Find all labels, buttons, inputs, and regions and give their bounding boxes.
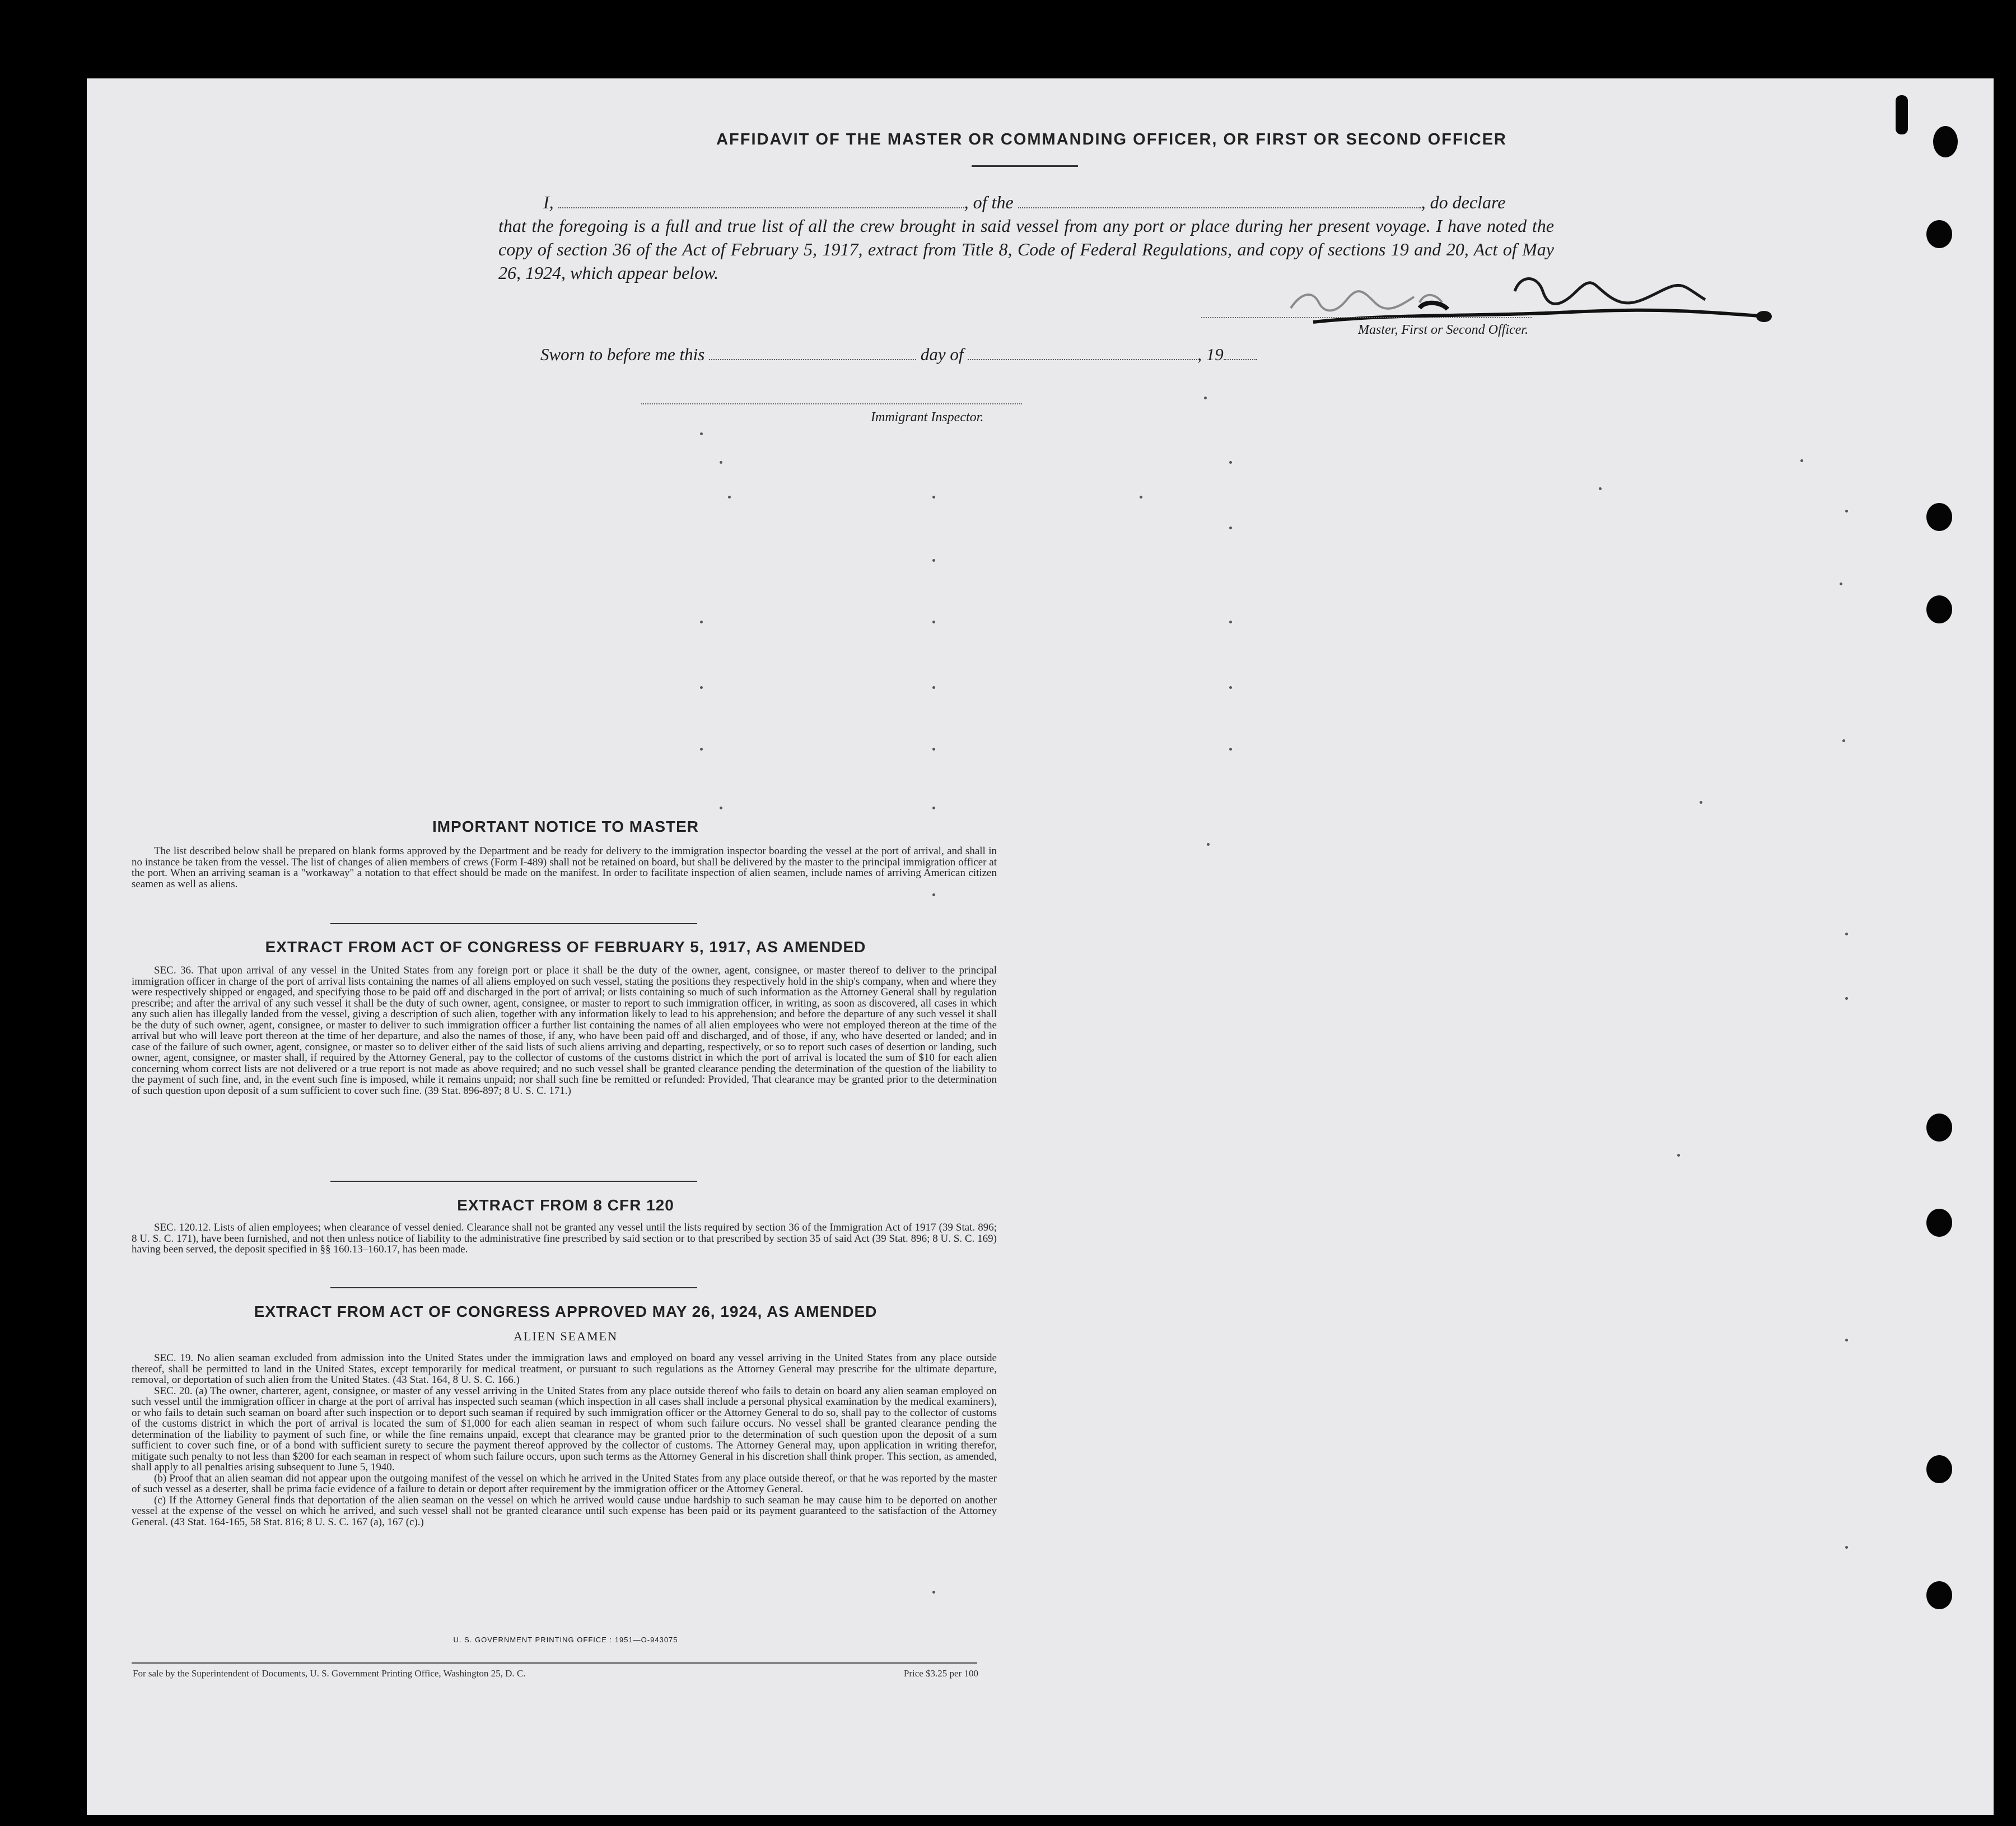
sec20b-text: (b) Proof that an alien seaman did not appear upon the outgoing manifest of the vessel on which he arrived in the United States from any place outside thereof, or that he was reported by the master of such vessel as a deserter, shall be prima facie evidence of a failure to detain or deport after requirement by the immigration officer or the Attorney General.: [132, 1472, 997, 1495]
name-blank[interactable]: [558, 207, 964, 208]
notice-text: The list described below shall be prepared on blank forms approved by the Department and be ready for delivery to the immigration inspector boarding the vessel at the port of arrival, and shall in no instance be taken from the vessel. The list of changes of alien members of crews (Form I-489) shall not be retained on board, but shall be delivered by the master to the principal immigration officer at the port. When an arriving seaman is a "workaway" a notation to that effect should be made on the manifest. In order to facilitate inspection of alien seamen, include names of arriving American citizen seamen as well as aliens.: [132, 845, 997, 890]
extract-cfr-text: SEC. 120.12. Lists of alien employees; when clearance of vessel denied. Clearance shall not be granted any vessel until the lists required by section 36 of the Immigration Act of 1917 (39 Stat. 896; 8 U. S. C. 171), have been furnished, and not then unless notice of liability to the administrative fine prescribed by said section or to that prescribed by section 35 of said Act (39 Stat. 896; 8 U. S. C. 169) having been served, the deposit specified in §§ 160.13–160.17, has been made.: [132, 1222, 997, 1255]
notice-title: IMPORTANT NOTICE TO MASTER: [432, 818, 699, 835]
punch-hole: [1933, 126, 1958, 157]
ink-dot: [700, 748, 703, 751]
punch-hole: [1926, 1114, 1952, 1142]
sec20a-text: SEC. 20. (a) The owner, charterer, agent, consignee, or master of any vessel arriving in the United States from any place outside thereof who fails to detain on board any alien seaman employed on such vessel until the immigration officer in charge at the port of arrival has inspected such seaman (which inspection in all cases shall include a personal physical examination by the medical examiners), or who fails to detain such seaman on board after such inspection or to deport such seaman if required by such immigration officer or the Attorney General to do so, shall pay to the collector of customs of the customs district in which the port of arrival is located the sum of $1,000 for each alien seaman in respect of whom such failure occurs. No vessel shall be granted clearance pending the determination of the liability to payment of such fine, or while the fine remains unpaid, except that clearance may be granted prior to the determination of such question upon the deposit of a sum sufficient to cover such fine, or of a bond with sufficient surety to secure the payment thereof approved by the collector of customs. The Attorney General may, upon application in writing therefor, mitigate such penalty to not less than $200 for each seaman in respect of whom such failure occurs, upon such terms as the Attorney General in his discretion shall think proper. This section, as amended, shall apply to all penalties arising subsequent to June 5, 1940.: [132, 1385, 997, 1473]
sec20c-text: (c) If the Attorney General finds that deportation of the alien seaman on the vessel on which he arrived would cause undue hardship to such seaman he may cause him to be deported on another vessel at the expense of the vessel on which he arrived, and such vessel shall not be granted clearance until such expense has been paid or its payment guaranteed to the satisfaction of the Attorney General. (43 Stat. 164-165, 58 Stat. 816; 8 U. S. C. 167 (a), 167 (c).): [132, 1494, 997, 1528]
ink-dot: [1845, 933, 1848, 935]
footer: [133, 1668, 978, 1679]
ink-dot: [1229, 461, 1232, 464]
alien-seamen-subtitle: ALIEN SEAMEN: [514, 1329, 618, 1343]
day-of-label: day of: [920, 344, 964, 364]
sworn-line: [540, 344, 1257, 365]
extract-1917-text: SEC. 36. That upon arrival of any vessel in the United States from any foreign port or place it shall be the duty of the owner, agent, consignee, or master thereof to deliver to the principal immigration officer in charge of the port of arrival lists containing the names of all aliens employed on such vessel, stating the positions they respectively hold in the ship's company, when and where they were respectively shipped or engaged, and specifying those to be paid off and discharged in the port of arrival; or lists containing so much of such information as the Attorney General shall by regulation prescribe; and after the arrival of any such vessel it shall be the duty of such owner, agent, consignee, or master to report to such immigration officer, in writing, as soon as discovered, all cases in which any such alien has illegally landed from the vessel, giving a description of such alien, together with any information likely to lead to his apprehension; and before the departure of any such vessel it shall be the duty of such owner, agent, consignee, or master to deliver to such immigration officer a further list containing the names of all alien employees who were not employed thereon at the time of the arrival but who will leave port thereon at the time of her departure, and also the names of those, if any, who have been paid off and discharged, and of those, if any, who have deserted or landed; and in case of the failure of such owner, agent, consignee, or master so to deliver either of the said lists of such aliens arriving and departing, respectively, or so to report such cases of desertion or landing, such owner, agent, consignee, or master shall, if required by the Attorney General, pay to the collector of customs of the customs district in which the port of arrival is located the sum of $10 for each alien concerning whom correct lists are not delivered or a true report is not made as above required; and no such vessel shall be granted clearance pending the determination of the question of the liability to the payment of such fine, and, in the event such fine is imposed, while it remains unpaid; nor shall such fine be remitted or refunded: Provided, That clearance may be granted prior to the determination of such question upon deposit of a sum sufficient to cover such fine. (39 Stat. 896-897; 8 U. S. C. 171.): [132, 965, 997, 1097]
section-divider: [330, 1287, 697, 1288]
ink-dot: [1599, 487, 1602, 490]
ink-dot: [1229, 527, 1232, 529]
ink-dot: [932, 559, 935, 562]
edge-mark: [1896, 95, 1908, 134]
ink-dot: [1845, 1546, 1848, 1549]
ink-dot: [1845, 997, 1848, 1000]
ink-dot: [1677, 1154, 1680, 1157]
ink-dot: [1140, 496, 1142, 499]
ink-dot: [1800, 459, 1803, 462]
ink-dot: [1229, 686, 1232, 689]
inspector-signature-line: [641, 403, 1022, 404]
gpo-imprint: U. S. GOVERNMENT PRINTING OFFICE : 1951—O-943075: [453, 1636, 678, 1644]
ink-dot: [932, 1591, 935, 1594]
sworn-prefix: Sworn to before me this: [540, 344, 705, 364]
ink-dot: [932, 621, 935, 623]
punch-hole: [1926, 1455, 1952, 1483]
punch-hole: [1926, 595, 1952, 623]
sworn-year-blank[interactable]: [1224, 359, 1257, 360]
ink-dot: [1229, 748, 1232, 751]
sec19-text: SEC. 19. No alien seaman excluded from admission into the United States under the immigration laws and employed on board any vessel arriving in the United States from any place outside thereof, shall be permitted to land in the United States, except temporarily for medical treatment, or pursuant to such regulations as the Attorney General may prescribe for the ultimate departure, removal, or deportation of such alien from the United States. (43 Stat. 164, 8 U. S. C. 166.): [132, 1352, 997, 1386]
ink-dot: [700, 432, 703, 435]
footer-rule: [132, 1662, 977, 1664]
ink-dot: [1840, 583, 1842, 585]
ink-dot: [1229, 621, 1232, 623]
declaration-body: that the foregoing is a full and true list of all the crew brought in said vessel from any port or place during her present voyage. I have noted the copy of section 36 of the Act of February 5, 1917, extract from Title 8, Code of Federal Regulations, and copy of sections 19 and 20, Act of May 26, 1924, which appear below.: [498, 216, 1554, 283]
section-divider: [330, 923, 697, 924]
ink-dot: [1845, 510, 1848, 513]
ink-dot: [932, 893, 935, 896]
extract-cfr-body: [132, 1222, 997, 1255]
extract-cfr-title: EXTRACT FROM 8 CFR 120: [457, 1196, 674, 1214]
vessel-blank[interactable]: [1018, 207, 1421, 208]
ink-dot: [932, 807, 935, 809]
ink-dot: [1207, 843, 1210, 846]
footer-price: Price $3.25 per 100: [903, 1668, 978, 1679]
i-label: I,: [543, 192, 554, 212]
ink-dot: [1204, 397, 1207, 399]
title-underline: [972, 165, 1078, 167]
signature-line: [1201, 317, 1532, 318]
declaration-first-line: [498, 190, 1554, 214]
ink-dot: [1700, 801, 1702, 804]
signature-label: Master, First or Second Officer.: [1358, 323, 1528, 337]
punch-hole: [1926, 503, 1952, 531]
affidavit-title: AFFIDAVIT OF THE MASTER OR COMMANDING OFFICER, OR FIRST OR SECOND OFFICER: [716, 131, 1507, 148]
ink-dot: [700, 686, 703, 689]
ink-dot: [932, 686, 935, 689]
extract-1924-body: [132, 1353, 997, 1527]
extract-1917-title: EXTRACT FROM ACT OF CONGRESS OF FEBRUARY 5, 1917, AS AMENDED: [265, 938, 866, 956]
ink-dot: [700, 621, 703, 623]
footer-sale-text: For sale by the Superintendent of Documents, U. S. Government Printing Office, Washington 25, D. C.: [133, 1668, 526, 1679]
inspector-label: Immigrant Inspector.: [871, 410, 984, 425]
section-divider: [330, 1181, 697, 1182]
ink-dot: [720, 807, 722, 809]
sworn-month-blank[interactable]: [968, 359, 1197, 360]
of-the-label: , of the: [964, 192, 1014, 212]
extract-1924-title: EXTRACT FROM ACT OF CONGRESS APPROVED MAY 26, 1924, AS AMENDED: [254, 1303, 878, 1320]
ink-dot: [1842, 739, 1845, 742]
notice-body: [132, 846, 997, 889]
ink-dot: [932, 496, 935, 499]
punch-hole: [1926, 1581, 1952, 1609]
ink-dot: [1845, 1339, 1848, 1341]
extract-1917-body: [132, 965, 997, 1096]
document-page: [87, 78, 1994, 1815]
punch-hole: [1926, 1209, 1952, 1237]
ink-dot: [720, 461, 722, 464]
sworn-day-blank[interactable]: [709, 359, 916, 360]
punch-hole: [1926, 220, 1952, 248]
officer-signature: [1280, 269, 1784, 330]
do-declare-label: , do declare: [1421, 192, 1506, 212]
ink-dot: [932, 748, 935, 751]
year-prefix: , 19: [1197, 344, 1224, 364]
ink-dot: [728, 496, 731, 499]
